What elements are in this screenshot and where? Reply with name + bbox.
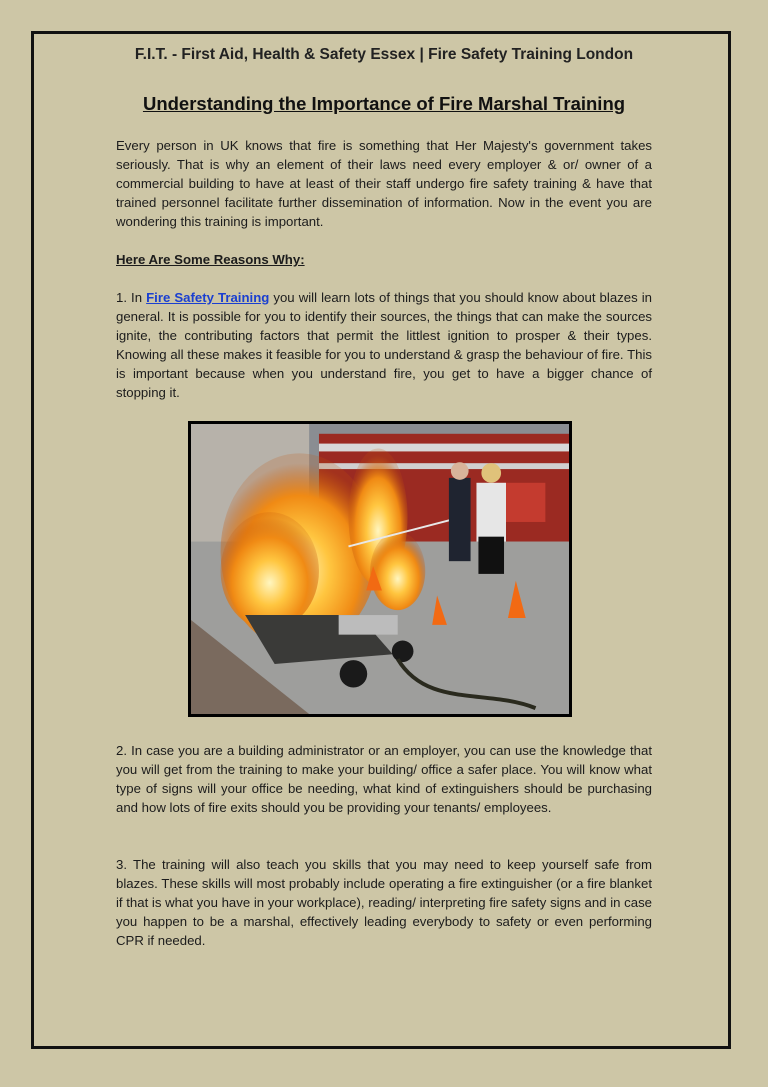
page-header: F.I.T. - First Aid, Health & Safety Essex | Fire Safety Training London [134, 46, 634, 63]
woman-skirt [478, 537, 504, 574]
cart-wheel [340, 660, 368, 687]
woman-jacket [476, 483, 506, 542]
truck-ladder [319, 444, 569, 452]
woman-head [481, 463, 501, 483]
reason-1-prefix: 1. In [116, 290, 147, 305]
firefighter [449, 478, 471, 561]
flame-right [370, 532, 425, 610]
cart-wheel-2 [392, 641, 414, 663]
flame-left [221, 512, 319, 630]
reason-2-paragraph: 2. In case you are a building administrator or an employer, you can use the knowledge that you will get from the training to make your building/ office a safer place. You will know what type of signs will your office be needing, what kind of extinguishers should be purchasing and how lots of fire exits should you be providing your tenants/ employees. [116, 743, 652, 815]
truck-ladder-rail [319, 463, 569, 469]
reason-1-paragraph [116, 288, 652, 402]
reasons-heading-text: Here Are Some Reasons Why: [116, 252, 305, 267]
reason-1-text: you will learn lots of things that you should know about blazes in general. It is possible for you to identify their sources, the things that can make the sources ignite, the contributing factors that permit the littlest ignition to prosper & their types. Knowing all these makes it feasible for you to understand & grasp the behaviour of fire. This is important because when you understand fire, you get to have a bigger chance of stopping it. [116, 290, 653, 400]
fire-safety-training-link[interactable]: Fire Safety Training [146, 290, 270, 305]
intro-paragraph: Every person in UK knows that fire is something that Her Majesty's government takes seriously. That is why an element of their laws need every employer & or/ owner of a commercial building to have at least of their staff undergo fire safety training & have that trained personnel facilitate further dissemination of information. Now in the event you are wondering this training is important. [116, 138, 652, 229]
firefighter-head [451, 462, 469, 480]
page-title: Understanding the Importance of Fire Marshal Training [142, 93, 626, 114]
photo-illustration [191, 424, 569, 714]
reason-3-paragraph: 3. The training will also teach you skills that you may need to keep yourself safe from blazes. These skills will most probably include operating a fire extinguisher (or a fire blanket if that is what you have in your workplace), reading/ interpreting fire safety signs and in case you happen to be a marshal, effectively leading everybody to safety or even performing CPR if needed. [116, 857, 652, 948]
fire-extinguisher-demo-photo [188, 421, 572, 717]
reasons-heading [116, 250, 652, 269]
cart-panel [339, 615, 398, 635]
